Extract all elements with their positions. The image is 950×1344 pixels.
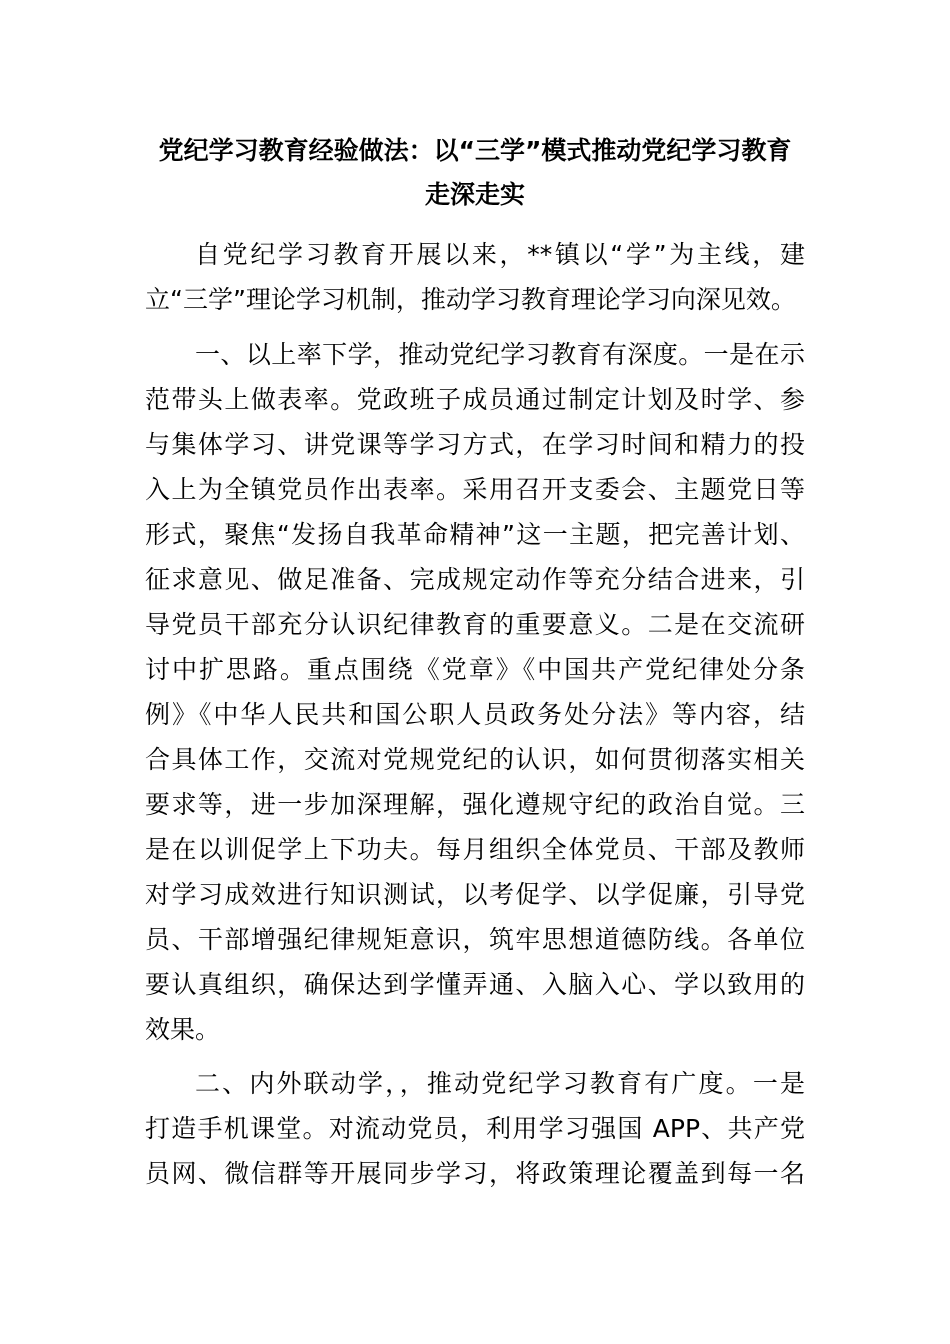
paragraph-2-line-10: 合具体工作，交流对党规党纪的认识，如何贯彻落实相关 (145, 745, 805, 774)
paragraph-1-line-2: 立“三学”理论学习机制，推动学习教育理论学习向深见效。 (145, 285, 796, 314)
paragraph-2-line-7: 导党员干部充分认识纪律教育的重要意义。二是在交流研 (145, 610, 805, 639)
paragraph-2-line-15: 要认真组织，确保达到学懂弄通、入脑入心、学以致用的 (145, 970, 805, 999)
paragraph-2-line-8: 讨中扩思路。重点围绕《党章》《中国共产党纪律处分条 (145, 655, 805, 684)
paragraph-2-line-3: 与集体学习、讲党课等学习方式，在学习时间和精力的投 (145, 430, 805, 459)
paragraph-2-line-4: 入上为全镇党员作出表率。采用召开支委会、主题党日等 (145, 475, 805, 504)
paragraph-3-line-3: 员网、微信群等开展同步学习，将政策理论覆盖到每一名 (145, 1159, 805, 1188)
paragraph-2-line-11: 要求等，进一步加深理解，强化遵规守纪的政治自觉。三 (145, 790, 805, 819)
paragraph-2-line-14: 员、干部增强纪律规矩意识，筑牢思想道德防线。各单位 (145, 925, 805, 954)
paragraph-2-line-5: 形式，聚焦“发扬自我革命精神”这一主题，把完善计划、 (145, 520, 805, 549)
paragraph-2-line-2: 范带头上做表率。党政班子成员通过制定计划及时学、参 (145, 385, 805, 414)
document-title-line-1: 党纪学习教育经验做法：以“三学”模式推动党纪学习教育 (158, 136, 792, 165)
paragraph-3-line-2: 打造手机课堂。对流动党员，利用学习强国 APP、共产党 (145, 1114, 805, 1143)
paragraph-1-line-1: 自党纪学习教育开展以来，**镇以“学”为主线，建 (195, 240, 805, 269)
paragraph-2-line-1: 一、以上率下学，推动党纪学习教育有深度。一是在示 (195, 340, 805, 369)
paragraph-2-line-16: 效果。 (145, 1015, 221, 1044)
paragraph-2-line-13: 对学习成效进行知识测试，以考促学、以学促廉，引导党 (145, 880, 805, 909)
paragraph-2-line-6: 征求意见、做足准备、完成规定动作等充分结合进来，引 (145, 565, 805, 594)
document-title-line-2: 走深走实 (424, 180, 525, 209)
paragraph-2-line-9: 例》《中华人民共和国公职人员政务处分法》等内容，结 (145, 700, 805, 729)
paragraph-3-line-1: 二、内外联动学，，推动党纪学习教育有广度。一是 (195, 1069, 805, 1098)
paragraph-2-line-12: 是在以训促学上下功夫。每月组织全体党员、干部及教师 (145, 835, 805, 864)
